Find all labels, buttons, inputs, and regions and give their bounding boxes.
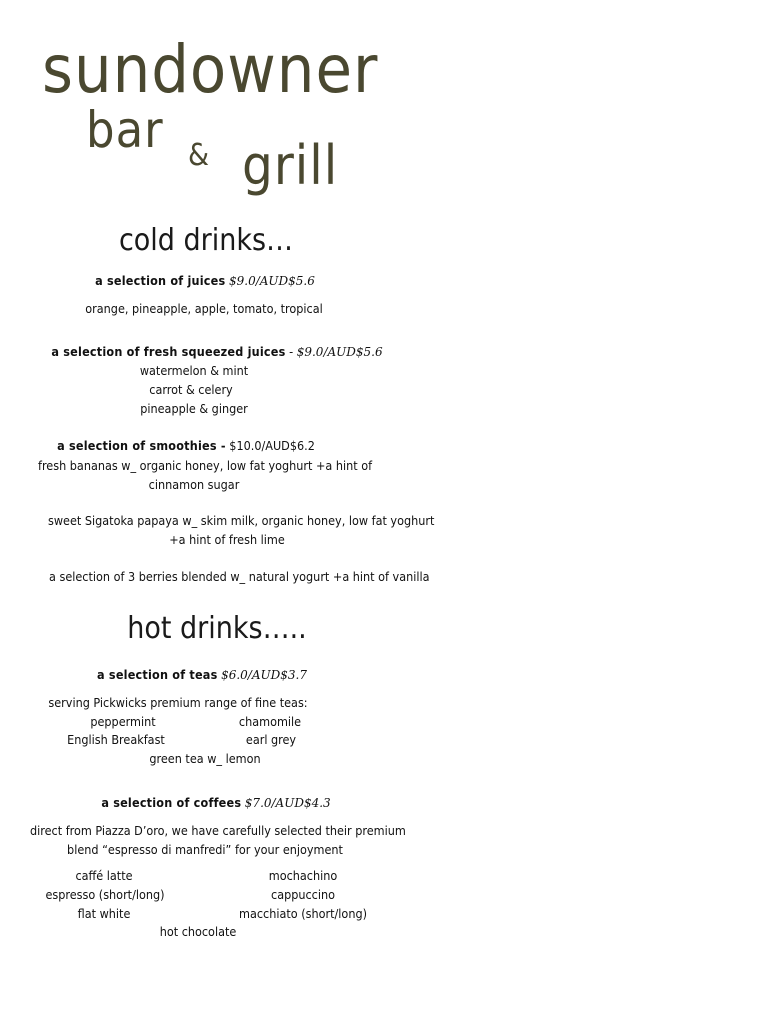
teas-intro: serving Pickwicks premium range of fine teas: <box>48 695 308 710</box>
coffee-item: espresso (short/long) <box>45 887 165 902</box>
smoothie-line: a selection of 3 berries blended w_ natural yogurt +a hint of vanilla <box>49 569 430 584</box>
logo-sundowner: sundowner <box>42 31 379 108</box>
juices-price: $9.0/AUD$5.6 <box>228 274 315 288</box>
smoothies-heading <box>57 437 315 455</box>
smoothie-line: sweet Sigatoka papaya w_ skim milk, organic honey, low fat yoghurt <box>48 513 435 528</box>
juices-description: orange, pineapple, apple, tomato, tropical <box>85 301 323 316</box>
smoothie-line: fresh bananas w_ organic honey, low fat yoghurt +a hint of <box>38 458 373 473</box>
fresh-juices-price: $9.0/AUD$5.6 <box>296 345 383 359</box>
coffees-price: $7.0/AUD$4.3 <box>244 796 331 810</box>
tea-item: green tea w_ lemon <box>149 751 261 766</box>
teas-price: $6.0/AUD$3.7 <box>221 668 307 682</box>
logo-ampersand: & <box>188 138 211 173</box>
coffees-intro: blend “espresso di manfredi” for your enjoyment <box>67 842 343 857</box>
coffees-intro: direct from Piazza D’oro, we have carefully selected their premium <box>30 823 406 838</box>
smoothies-label: a selection of smoothies - <box>57 438 226 453</box>
coffee-item: caffé latte <box>75 868 133 883</box>
smoothie-line: cinnamon sugar <box>148 477 240 492</box>
coffee-item: cappuccino <box>271 887 335 902</box>
coffee-item: mochachino <box>268 868 338 883</box>
tea-item: peppermint <box>90 714 156 729</box>
juices-label: a selection of juices <box>95 273 226 288</box>
coffee-item: flat white <box>77 906 131 921</box>
tea-item: English Breakfast <box>67 732 165 747</box>
coffee-item: macchiato (short/long) <box>239 906 367 921</box>
teas-label: a selection of teas <box>97 667 218 682</box>
smoothie-line: +a hint of fresh lime <box>169 532 285 547</box>
fresh-juices-label: a selection of fresh squeezed juices <box>51 344 286 359</box>
teas-heading <box>97 666 307 684</box>
coffee-item: hot chocolate <box>159 924 237 939</box>
section-title-hot: hot drinks….. <box>127 611 307 646</box>
fresh-juice-item: carrot & celery <box>149 382 233 397</box>
logo-grill: grill <box>242 134 339 197</box>
smoothies-price: $10.0/AUD$6.2 <box>229 438 315 453</box>
logo-bar: bar <box>86 101 164 159</box>
tea-item: earl grey <box>245 732 297 747</box>
fresh-juice-item: watermelon & mint <box>139 363 249 378</box>
coffees-label: a selection of coffees <box>101 795 242 810</box>
coffees-heading <box>101 794 330 812</box>
fresh-juices-sep: - <box>289 344 294 359</box>
section-title-cold: cold drinks… <box>118 223 294 258</box>
tea-item: chamomile <box>238 714 302 729</box>
fresh-juices-heading <box>51 343 382 361</box>
juices-heading <box>95 272 315 290</box>
fresh-juice-item: pineapple & ginger <box>140 401 248 416</box>
